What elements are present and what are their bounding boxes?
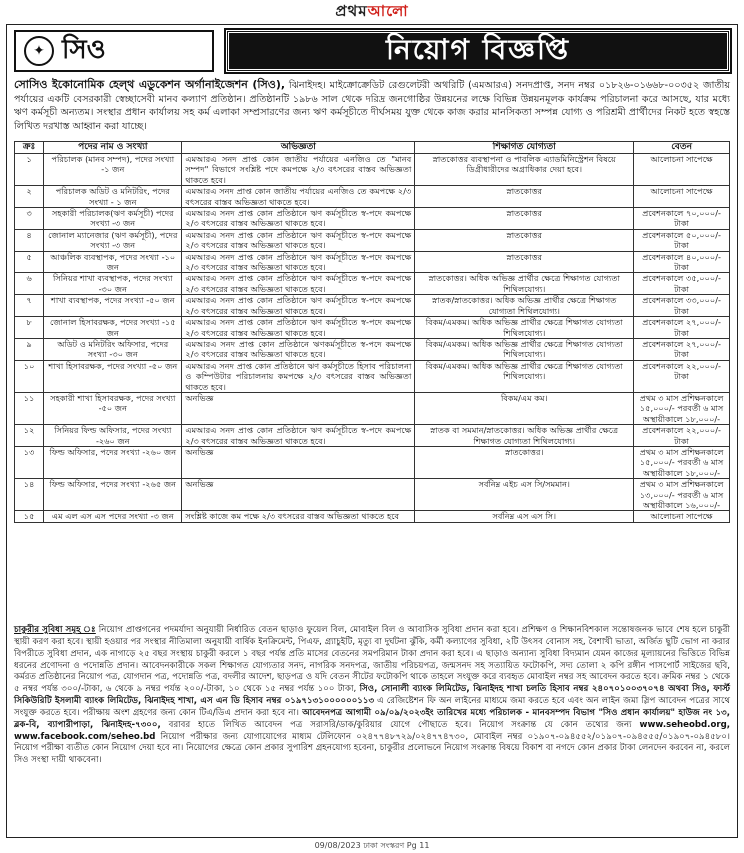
cell-experience: অনভিজ্ঞ [182, 446, 415, 478]
cell-experience: এমআরএ সনদ প্রাপ্ত কোন প্রতিষ্ঠানে ঋণ কর্মসূচীতে হিসাব পরিচালনা ও কম্পিউটার পরিচালনায় কমপক্ষে ২/৩ বৎসরের বাস্তব অভিজ্ঞতা থাকতে হবে। [182, 360, 415, 392]
org-logo [14, 30, 214, 72]
cell-post: জোনাল ম্যানেজার (ঋণ কর্মসূচী), পদের সংখ্যা -৩ জন [44, 229, 182, 251]
cell-education: সর্বনিম্ন এস এস সি। [415, 511, 634, 522]
cell-education: বিকম/এমকম। অধিক অভিজ্ঞ প্রার্থীর ক্ষেত্রে শিক্ষাগত যোগ্যতা শিথিলযোগ্য। [415, 317, 634, 339]
cell-salary: প্রথম ৩ মাস প্রশিক্ষনকালে ১৩,০০০/- পরবর্তী ৬ মাস অস্থায়ীকালে ১৬,০০০/- [634, 479, 730, 511]
cell-experience: এমআরএ সনদ প্রাপ্ত কোন প্রতিষ্ঠানে ঋণ কর্মসূচীতে স্ব-পদে কমপক্ষে ২/৩ বৎসরের বাস্তব অভিজ্ঞতা থাকতে হবে। [182, 251, 415, 273]
cell-education: বিকম/এমকম। অধিক অভিজ্ঞ প্রার্থীর ক্ষেত্রে শিক্ষাগত যোগ্যতা শিথিলযোগ্য। [415, 338, 634, 360]
cell-salary: প্রবেশনকালে ৩৩,০০০/-টাকা [634, 295, 730, 317]
cell-education: স্নাতকোত্তর ব্যবস্থাপনা ও পাবলিক এ্যাডমিনিস্ট্রেশন বিষয়ে ডিগ্রীধারীদের অগ্রাধিকার দেয়া হবে। [415, 154, 634, 186]
cell-experience: এমআরএ সনদ প্রাপ্ত কোন প্রতিষ্ঠানে ঋণ কর্মসূচীতে স্ব-পদে কমপক্ষে ২/৩ বৎসরের বাস্তব অভিজ্ঞতা থাকতে হবে। [182, 317, 415, 339]
cell-experience: এমআরএ সনদ প্রাপ্ত কোন প্রতিষ্ঠানে ঋণ কর্মসূচীতে স্ব-পদে কমপক্ষে ২/৩ বৎসরের বাস্তব অভিজ্ঞতা থাকতে হবে। [182, 229, 415, 251]
intro-body: ঝিনাইদহ। মাইক্রোক্রেডিট রেগুলেটরী অথরিটি (এমআরএ) সনদপ্রাপ্ত, সনদ নম্বর ০১৮২৬-০১৬৬৮-০০৩৫২ জাতীয় পর্যায়ের একটি বেসরকারী স্বেচ্ছাসেবী মানব কল্যাণ প্রতিষ্ঠান। প্রতিষ্ঠানটি ১৯৮৬ সাল থেকে দরিদ্র জনগোষ্ঠির উন্নয়নের লক্ষে বিভিন্ন উন্নয়নমূলক কার্যক্রম পরিচালনা করে আসছে, যার মধ্যে ঋণ কর্মসূচী অন্যতম। সংস্থার প্রধান কার্যালয় সহ কর্ম এলাকা সম্প্রসারণের জন্য ঋণ কর্মসূচীতে দীর্ঘসময় যুক্ত থেকে কাজ করার মানসিকতা সম্পন্ন যোগ্য ও পরিশ্রমী প্রার্থীদের নিকট হতে স্বহস্তে লিখিত দরখাস্ত আহ্বান করা যাচ্ছে। [14, 80, 730, 132]
application-deadline: আবেদনপত্র আগামী ০৯/০৯/২০২৩ইং তারিখের মধ্যে পরিচালক - মানবসম্পদ বিভাগ "সিও প্রধান কার্যালয়" হাউজ নং ১৩, ব্লক-বি, ব্যাপারীপাড়া, ঝিনাইদহ-৭৩০০, [14, 707, 730, 730]
table-row [15, 338, 730, 360]
cell-experience: অনভিজ্ঞ [182, 479, 415, 511]
cell-serial: ১ [15, 154, 44, 186]
cell-post: সহকারী পরিচালক(ঋণ কর্মসূচী) পদের সংখ্যা -৩ জন [44, 208, 182, 230]
cell-serial: ২ [15, 186, 44, 208]
page-footer: 09/08/2023 ঢাকা সংস্করণ Pg 11 [314, 841, 430, 850]
cell-serial: ১৪ [15, 479, 44, 511]
col-header-serial: ক্রঃ [15, 142, 44, 154]
cell-serial: ৭ [15, 295, 44, 317]
table-row [15, 511, 730, 522]
cell-education: স্নাতকোত্তর [415, 186, 634, 208]
cell-serial: ৬ [15, 273, 44, 295]
cell-serial: ৫ [15, 251, 44, 273]
intro-paragraph [14, 78, 730, 133]
cell-salary: প্রবেশনকালে ৭০,০০০/-টাকা [634, 208, 730, 230]
cell-education: স্নাতকোত্তর। অধিক অভিজ্ঞ প্রার্থীর ক্ষেত্রে শিক্ষাগত যোগ্যতা শিথিলযোগ্য। [415, 273, 634, 295]
col-header-education: শিক্ষাগত যোগ্যতা [415, 142, 634, 154]
cell-serial: ৪ [15, 229, 44, 251]
vacancy-table [14, 141, 730, 523]
cell-post: আঞ্চলিক ব্যবস্থাপক, পদের সংখ্যা -১০ জন [44, 251, 182, 273]
masthead-part1: প্রথম [335, 2, 368, 20]
cell-education: স্নাতক/স্নাতকোত্তর। অধিক অভিজ্ঞ প্রার্থীর ক্ষেত্রে শিক্ষাগত যোগ্যতা শিথিলযোগ্য। [415, 295, 634, 317]
col-header-salary: বেতন [634, 142, 730, 154]
cell-experience: এমআরএ সনদ প্রাপ্ত কোন প্রতিষ্ঠানে ঋণকর্মসূচীতে স্ব-পদে কমপক্ষে ২/৩ বৎসরের বাস্তব অভিজ্ঞতা থাকতে হবে। [182, 338, 415, 360]
cell-experience: অনভিজ্ঞ [182, 392, 415, 424]
cell-experience: সংশ্লিষ্ট কাজে কম পক্ষে ২/৩ বৎসরের বাস্তব অভিজ্ঞতা থাকতে হবে [182, 511, 415, 522]
cell-salary: প্রথম ৩ মাস প্রশিক্ষনকালে ১৫,০০০/- পরবর্তী ৬ মাস অস্থায়ীকালে ১৮,০০০/- [634, 392, 730, 424]
table-header-row [15, 142, 730, 154]
table-row [15, 446, 730, 478]
ad-title: নিয়োগ বিজ্ঞপ্তি [226, 30, 730, 72]
footer-text-1: নিয়োগ প্রাপ্তগনের পদমর্যাদা অনুযায়ী নির্ধারিত বেতন ছাড়াও ফুয়েল বিল, মোবাইল বিল ও আবাসিক সুবিধা প্রদান করা হবে। প্রশিক্ষণ ও শিক্ষানবিশকাল সন্তোষজনক ভাবে শেষ হলে চাকুরী স্থায়ী করণ করা হবে। স্থায়ী হওয়ার পর সংস্থার নীতিমালা অনুযায়ী বার্ষিক ইনক্রিমেন্ট, পিএফ, গ্র্যাচুইটি, মৃত্যু বা দুর্ঘটনা ঝুঁকি, কর্মী কল্যাণের সুবিধা, ২টি উৎসব বোনাস সহ, বৈশাখী ভাতা, অর্জিত ছুটি ভোগ না করার বিপরীতে সুবিধা প্রদান, এক নাগাড়ে ২৫ বছর সংস্থায় চাকুরী করলে ১ বছর পর্যন্ত প্রতি মাসের বেতনের সমপরিমান টাকা প্রদান করা হবে। এ ছাড়াও অন্যান্য সুবিধা বিদ্যমান যেমন কাজের মূল্যায়নের ভিত্তিতে বিভিন্ন ধরনের প্রণোদনা ও পদোন্নতি প্রদান। আবেদনকারীকে সকল শিক্ষাগত যোগ্যতার সনদ, নাগরিক সনদপত্র, জাতীয় পরিচয়পত্র, জন্মসনদ সহ সত্যায়িত ফটোকপি, সদ্য তোলা ২ কপি রঙ্গীন পাসপোর্ট সাইজের ছবি, কর্মরত প্রতিষ্ঠানের নিয়োগ পত্র, যোগদান পত্র, পদোন্নতি পত্র, বদলীর আদেশ, ছাড়পত্র ও যদি বেতন সীটের ফটোকপি থাকে তাহলে সংযুক্ত করে ব্যবহৃত মোবাইল নম্বর সহ আবেদন করতে হবে। ক্রমিক নম্বর ১ থেকে ৫ নম্বর পর্যন্ত ৩০০/-টাকা, ৬ থেকে ৯ নম্বর পর্যন্ত ২০০/-টাকা, ১০ থেকে ১৫ নম্বর পর্যন্ত ১০০ টাকা, [14, 625, 730, 695]
footer-text-2: এ রেজিষ্টেশন ফি অন লাইনের মাধ্যমে জমা করতে হবে এবং অন লাইন জমা স্লিপ আবেদন পত্রের সাথে সংযুক্ত করতে হবে। পরীক্ষায় অংশ গ্রহণের জন্য কোন টিএ/ডিএ প্রদান করা হবে না। [14, 696, 731, 718]
cell-post: এম এল এস এস পদের সংখ্যা -৩ জন [44, 511, 182, 522]
cell-experience: এমআরএ সনদ প্রাপ্ত কোন প্রতিষ্ঠানে ঋণ কর্মসূচীতে স্ব-পদে কমপক্ষে ২/৩ বৎসরের বাস্তব অভিজ্ঞতা থাকতে হবে। [182, 208, 415, 230]
footer-text-3: বরাবর হাতে লিখিত আবেদন পত্র সরাসরি/ডাক/কুরিয়ার যোগে পৌছাতে হবে। নিয়োগ সংক্রান্ত যে কোন তথ্যের জন্য [160, 719, 640, 730]
logo-emblem-icon: ✦ [24, 36, 54, 66]
cell-experience: এমআরএ সনদ প্রাপ্ত কোন জাতীয় পর্যায়ের এনজিও তে "মানব সম্পদ" বিভাগে সংশ্লিষ্ট পদে কমপক্ষে ২/৩ বৎসরের বাস্তব অভিজ্ঞতা থাকতে হবে। [182, 154, 415, 186]
cell-post: পরিচালক অডিট ও মনিটরিং, পদের সংখ্যা - ১ জন [44, 186, 182, 208]
table-row [15, 392, 730, 424]
cell-salary: প্রবেশনকালে ৩৫,০০০/-টাকা [634, 273, 730, 295]
table-row [15, 273, 730, 295]
cell-serial: ৩ [15, 208, 44, 230]
cell-salary: প্রবেশনকালে ২৭,০০০/-টাকা [634, 338, 730, 360]
footer-text-4: নিয়োগ পরীক্ষার জন্য যোগাযোগের মাধ্যম টেলিফোন ০২৪৭৭৪৮৭২৯/০২৪৭৭৪৭৩০, মোবাইল নম্বর ০১৯০৭-০৯৪৫৫২/০১৯০৭-০৯৪৫৫৫/০১৯০৭-০৯৪৫৮০। নিয়োগ পরীক্ষা ব্যতীত কোন নিয়োগ দেয়া হবে না। নিয়োগের ক্ষেত্রে কোন প্রকার সুপারিশ গ্রহনযোগ্য হবেনা, চাকুরীর প্রলোভনে নিয়োগ সংক্রান্ত বিষয়ে বিকাশ বা নগদে কোন প্রকার টাকা লেনদেন করবেন না, করলে সিও সংস্থা দায়ী থাকবেনা। [14, 731, 730, 766]
masthead-part2: আলো [367, 2, 409, 20]
cell-education: বিকম/এম কম। [415, 392, 634, 424]
table-row [15, 208, 730, 230]
cell-serial: ১০ [15, 360, 44, 392]
cell-post: শাখা হিসাবরক্ষক, পদের সংখ্যা -৫০ জন [44, 360, 182, 392]
website-links[interactable]: www.seheobd.org, www.facebook.com/seheo.bd [14, 719, 730, 742]
cell-salary: প্রবেশনকালে ৫০,০০০/- টাকা [634, 229, 730, 251]
table-row [15, 479, 730, 511]
cell-education: স্নাতক বা সমমান/স্নাতকোত্তর। অধিক অভিজ্ঞ প্রার্থীর ক্ষেত্রে শিক্ষাগত যোগ্যতা শিথিলযোগ্য। [415, 425, 634, 447]
bank-accounts: সিও, সোনালী ব্যাংক লিমিটেড, ঝিনাইদহ শাখা চলতি হিসাব নম্বর ২৪০৭০১০০৩৭০৭৪ অথবা সিও, ফার্স্ট সিকিউরিটি ইসলামী ব্যাংক লিমিটেড, ঝিনাইদহ শাখা, এস এন ডি হিসাব নম্বর ০১৯৭১৩১০০০০০০১১৩ [14, 684, 730, 707]
cell-education: স্নাতকোত্তর [415, 229, 634, 251]
cell-post: অডিট ও মনিটরিং অফিসার, পদের সংখ্যা -৩০ জন [44, 338, 182, 360]
cell-post: পরিচালক (মানব সম্পদ), পদের সংখ্যা -১ জন [44, 154, 182, 186]
cell-salary: আলোচনা সাপেক্ষে [634, 154, 730, 186]
table-row [15, 154, 730, 186]
benefits-heading: চাকুরীর সুবিধা সমূহ ঃ [14, 625, 96, 635]
cell-serial: ১৫ [15, 511, 44, 522]
table-row [15, 295, 730, 317]
cell-education: স্নাতকোত্তর। [415, 446, 634, 478]
cell-education: বিকম/এমকম। অধিক অভিজ্ঞ প্রার্থীর ক্ষেত্রে শিক্ষাগত যোগ্যতা শিথিলযোগ্য। [415, 360, 634, 392]
ad-header [14, 30, 730, 74]
cell-experience: এমআরএ সনদ প্রাপ্ত কোন প্রতিষ্ঠানে ঋণ কর্মসূচীতে স্ব-পদে কমপক্ষে ২/৩ বৎসরের বাস্তব অভিজ্ঞতা থাকতে হবে। [182, 273, 415, 295]
newspaper-masthead [0, 0, 744, 22]
org-name: সোসিও ইকোনোমিক হেল্থ এডুকেশন অর্গানাইজেশন (সিও), [14, 78, 286, 91]
cell-experience: এমআরএ সনদ প্রাপ্ত কোন প্রতিষ্ঠানে ঋণ কর্মসূচীতে স্ব-পদে কমপক্ষে ২/৩ বৎসরের বাস্তব অভিজ্ঞতা থাকতে হবে। [182, 295, 415, 317]
cell-education: স্নাতকোত্তর [415, 251, 634, 273]
cell-salary: প্রবেশনকালে ২৭,০০০/-টাকা [634, 317, 730, 339]
cell-experience: এমআরএ সনদ প্রাপ্ত কোন প্রতিষ্ঠানে ঋণ কর্মসূচীতে স্ব-পদে কমপক্ষে ২/৩ বৎসরের বাস্তব অভিজ্ঞতা থাকতে হবে। [182, 425, 415, 447]
table-row [15, 186, 730, 208]
table-row [15, 360, 730, 392]
cell-salary: আলোচনা সাপেক্ষে [634, 511, 730, 522]
cell-post: ফিল্ড অফিসার, পদের সংখ্যা -২৬৫ জন [44, 479, 182, 511]
cell-salary: প্রবেশনকালে ২২,০০০/-টাকা [634, 425, 730, 447]
cell-experience: এমআরএ সনদ প্রাপ্ত কোন জাতীয় পর্যায়ের এনজিও তে কমপক্ষে ২/৩ বৎসরের বাস্তব অভিজ্ঞতা থাকতে হবে। [182, 186, 415, 208]
cell-post: সহকারী শাখা হিসাবরক্ষক, পদের সংখ্যা -৫০ জন [44, 392, 182, 424]
cell-serial: ১২ [15, 425, 44, 447]
cell-education: সর্বনিম্ন এইচ এস সি/সমমান। [415, 479, 634, 511]
table-row [15, 229, 730, 251]
cell-salary: আলোচনা সাপেক্ষে [634, 186, 730, 208]
cell-serial: ৯ [15, 338, 44, 360]
cell-post: জোনাল হিসাবরক্ষক, পদের সংখ্যা -১৫ জন [44, 317, 182, 339]
cell-education: স্নাতকোত্তর [415, 208, 634, 230]
logo-text: সিও [62, 35, 106, 65]
col-header-experience: অভিজ্ঞতা [182, 142, 415, 154]
cell-post: সিনিয়র শাখা ব্যবস্থাপক, পদের সংখ্যা -৩০ জন [44, 273, 182, 295]
col-header-post: পদের নাম ও সংখ্যা [44, 142, 182, 154]
cell-serial: ১৩ [15, 446, 44, 478]
cell-salary: প্রথম ৩ মাস প্রশিক্ষনকালে ১৫,০০০/- পরবর্তী ৬ মাস অস্থায়ীকালে ১৮,০০০/- [634, 446, 730, 478]
cell-post: সিনিয়র ফিল্ড অফিসার, পদের সংখ্যা -২৬০ জন [44, 425, 182, 447]
cell-serial: ১১ [15, 392, 44, 424]
cell-salary: প্রবেশনকালে ৪০,০০০/- টাকা [634, 251, 730, 273]
benefits-and-instructions [14, 625, 730, 767]
cell-post: শাখা ব্যবস্থাপক, পদের সংখ্যা -৫০ জন [44, 295, 182, 317]
cell-salary: প্রবেশনকালে ২২,০০০/-টাকা [634, 360, 730, 392]
table-row [15, 251, 730, 273]
table-row [15, 425, 730, 447]
cell-serial: ৮ [15, 317, 44, 339]
table-row [15, 317, 730, 339]
cell-post: ফিল্ড অফিসার, পদের সংখ্যা -২৬০ জন [44, 446, 182, 478]
